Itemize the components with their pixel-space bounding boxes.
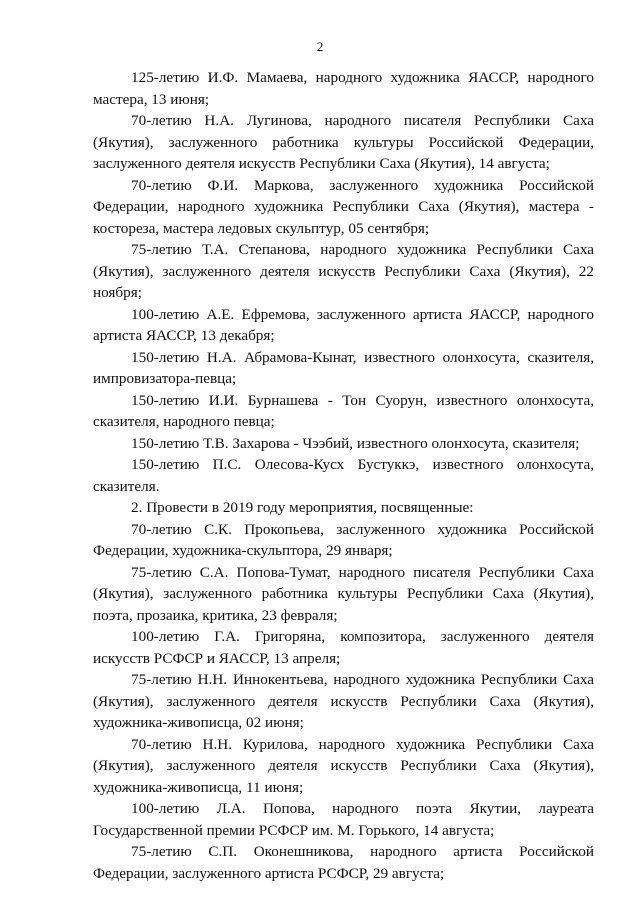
paragraph-abramov-kynat: 150-летию Н.А. Абрамова-Кынат, известного олонхосута, сказителя, импровизатора-певца; [93, 348, 594, 387]
paragraph-stepanov: 75-летию Т.А. Степанова, народного художника Республики Саха (Якутия), заслуженного деятеля искусств Республики Саха (Якутия), 22 ноября; [93, 241, 594, 301]
paragraph-markov: 70-летию Ф.И. Маркова, заслуженного художника Российской Федерации, народного художника Республики Саха (Якутия), мастера - косторeза, мастера ледовых скульптур, 05 сентября; [93, 176, 594, 237]
paragraph-section-2-heading: 2. Провести в 2019 году мероприятия, посвященные: [131, 499, 474, 516]
paragraph-olesov: 150-летию П.С. Олесова-Кусх Бустуккэ, известного олонхосута, сказителя. [93, 456, 594, 495]
paragraph-okoneshnikov: 75-летию С.П. Оконешникова, народного артиста Российской Федерации, заслуженного артиста РСФСР, 29 августа; [93, 843, 594, 882]
paragraph-zakharov: 150-летию Т.В. Захарова - Чээбий, известного олонхосута, сказителя; [131, 434, 580, 452]
document-body [93, 67, 594, 884]
paragraph-popov: 100-летию Л.А. Попова, народного поэта Якутии, лауреата Государственной премии РСФСР им. М. Горького, 14 августа; [93, 800, 594, 839]
page-number: 2 [316, 39, 324, 54]
paragraph-innokentiev: 75-летию Н.Н. Иннокентьева, народного художника Республики Саха (Якутия), заслуженного деятеля искусств Республики Саха (Якутия), художника-живописца, 02 июня; [93, 671, 594, 731]
paragraph-kurilov: 70-летию Н.Н. Курилова, народного художника Республики Саха (Якутия), заслуженного деятеля искусств Республики Саха (Якутия), художника-живописца, 11 июня; [93, 735, 594, 796]
paragraph-popov-tumat: 75-летию С.А. Попова-Тумат, народного писателя Республики Саха (Якутия), заслуженного работника культуры Республики Саха (Якутия), поэта, прозаика, критика, 23 февраля; [93, 563, 594, 624]
paragraph-burnashev: 150-летию И.И. Бурнашева - Тон Суорун, известного олонхосута, сказителя, народного певца; [93, 391, 594, 430]
paragraph-grigoryan: 100-летию Г.А. Григоряна, композитора, заслуженного деятеля искусств РСФСР и ЯАССР, 13 апреля; [93, 628, 594, 667]
paragraph-efremov: 100-летию А.Е. Ефремова, заслуженного артиста ЯАССР, народного артиста ЯАССР, 13 декабря; [93, 305, 594, 344]
paragraph-prokopiev: 70-летию С.К. Прокопьева, заслуженного художника Российской Федерации, художника-скульптора, 29 января; [93, 520, 594, 559]
paragraph-mamaev: 125-летию И.Ф. Мамаева, народного художника ЯАССР, народного мастера, 13 июня; [93, 69, 594, 108]
paragraph-luginov: 70-летию Н.А. Лугинова, народного писателя Республики Саха (Якутия), заслуженного работника культуры Российской Федерации, заслуженного деятеля искусств Республики Саха (Якутия), 14 августа; [93, 112, 594, 172]
